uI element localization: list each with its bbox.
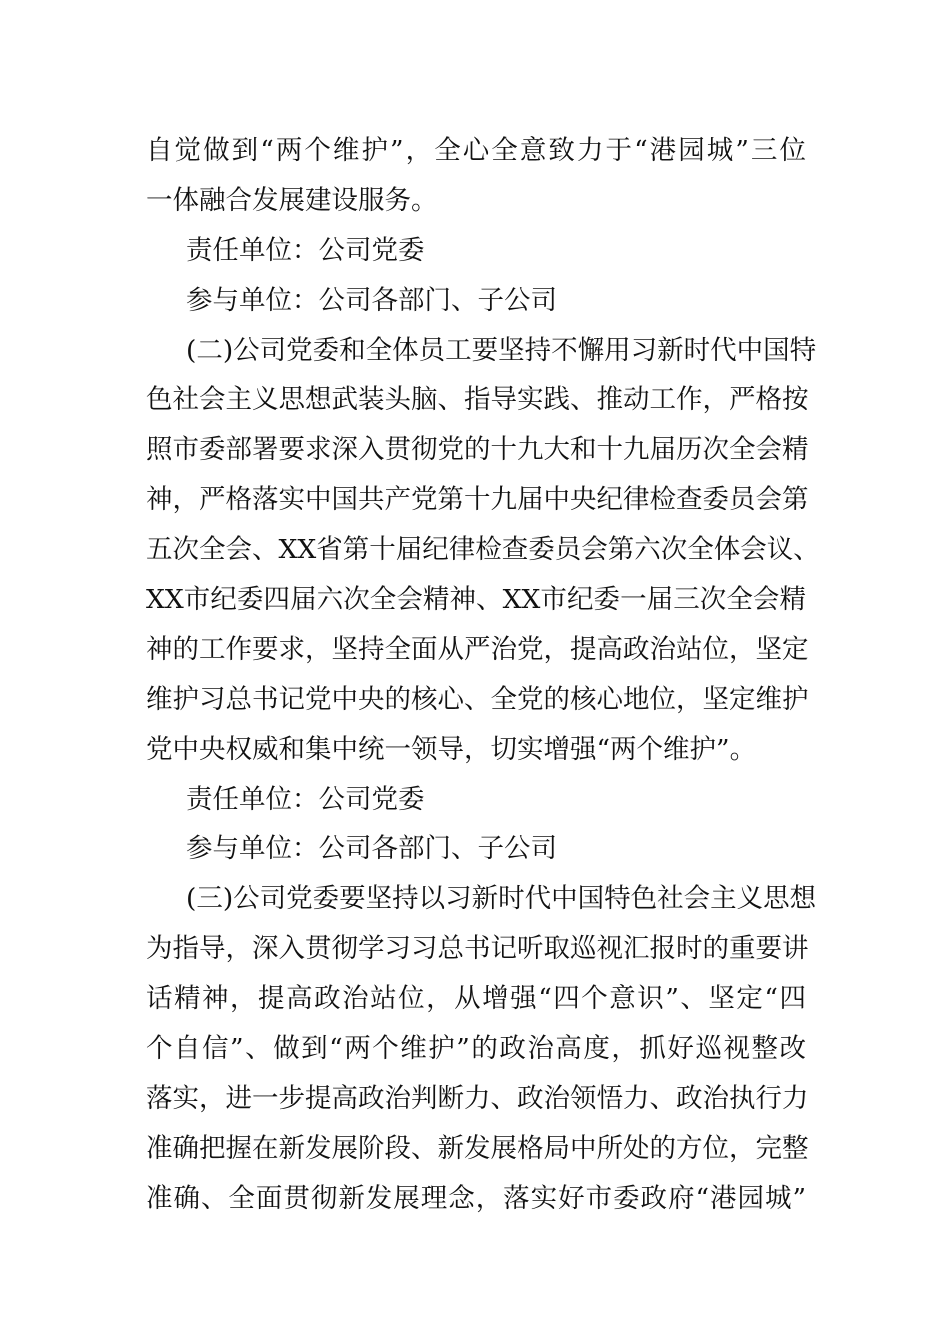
- text-line: 色社会主义思想武装头脑、指导实践、推动工作，严格按: [146, 384, 809, 416]
- text-line: 照市委部署要求深入贯彻党的十九大和十九届历次全会精: [146, 434, 809, 466]
- text-line: 为指导，深入贯彻学习习总书记听取巡视汇报时的重要讲: [146, 933, 809, 965]
- text-line: 个自信”、做到“两个维护”的政治高度，抓好巡视整改: [146, 1033, 806, 1065]
- participating-unit-line: 参与单位：公司各部门、子公司: [186, 833, 557, 865]
- text-line: 五次全会、XX省第十届纪律检查委员会第六次全体会议、: [146, 534, 820, 566]
- text-line: 准确把握在新发展阶段、新发展格局中所处的方位，完整: [146, 1132, 809, 1164]
- text-line: 话精神，提高政治站位，从增强“四个意识”、坚定“四: [146, 983, 806, 1015]
- text-line: 党中央权威和集中统一领导，切实增强“两个维护”。: [146, 733, 757, 765]
- section-heading-line: (二)公司党委和全体员工要坚持不懈用习新时代中国特: [186, 334, 817, 366]
- text-line: XX市纪委四届六次全会精神、XX市纪委一届三次全会精: [146, 584, 806, 616]
- participating-unit-line: 参与单位：公司各部门、子公司: [186, 284, 557, 316]
- text-line: 自觉做到“两个维护”，全心全意致力于“港园城”三位: [146, 135, 806, 166]
- responsible-unit-line: 责任单位：公司党委: [186, 783, 425, 815]
- text-line: 神，严格落实中国共产党第十九届中央纪律检查委员会第: [146, 484, 809, 516]
- text-line: 维护习总书记党中央的核心、全党的核心地位，坚定维护: [146, 683, 809, 715]
- text-line: 神的工作要求，坚持全面从严治党，提高政治站位，坚定: [146, 633, 809, 665]
- document-body: [146, 126, 820, 1224]
- section-heading-line: (三)公司党委要坚持以习新时代中国特色社会主义思想: [186, 883, 817, 915]
- responsible-unit-line: 责任单位：公司党委: [186, 234, 425, 266]
- text-line: 落实，进一步提高政治判断力、政治领悟力、政治执行力: [146, 1082, 809, 1114]
- text-line: 准确、全面贯彻新发展理念，落实好市委政府“港园城”: [146, 1182, 806, 1214]
- text-line: 一体融合发展建设服务。: [146, 184, 438, 216]
